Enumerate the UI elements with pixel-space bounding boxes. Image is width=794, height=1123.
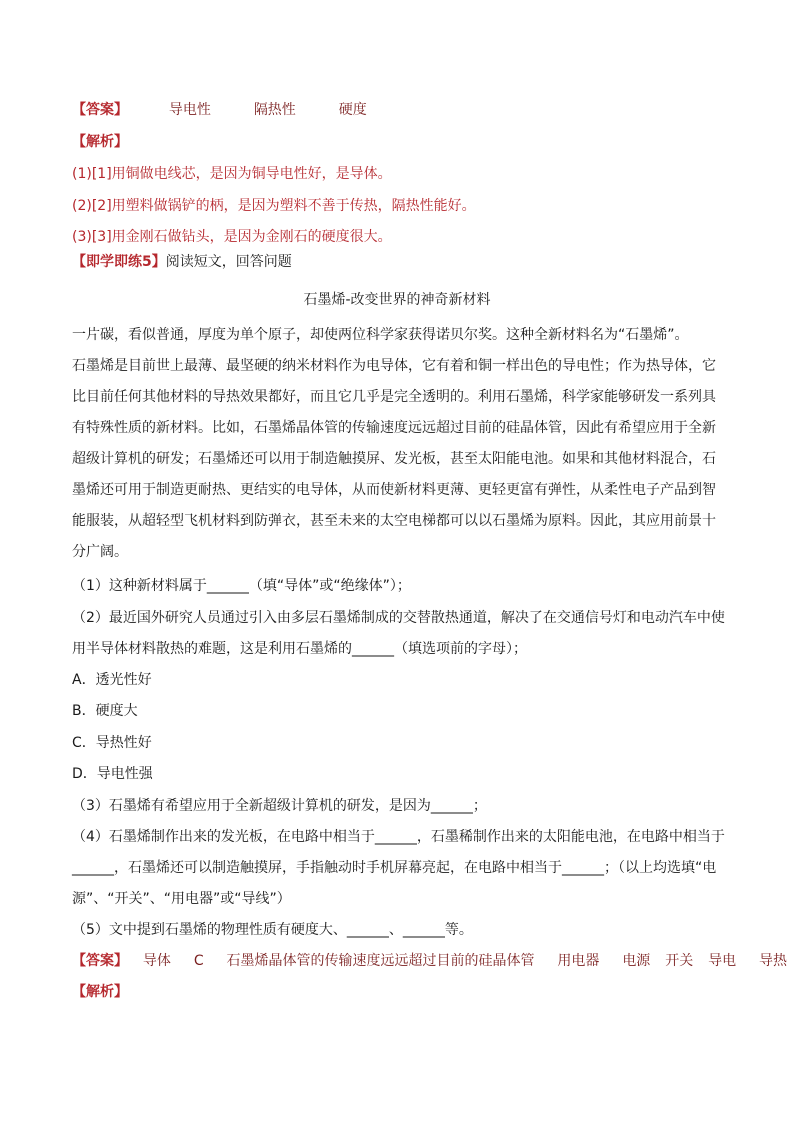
answer-line-1 — [72, 100, 724, 120]
answer-item: 开关 — [665, 953, 694, 969]
analysis-heading-2: 【解析】 — [72, 984, 128, 1000]
article-paragraph: 一片碳，看似普通，厚度为单个原子，却使两位科学家获得诺贝尔奖。这种全新材料名为“石墨烯”。 — [72, 327, 689, 343]
article-paragraph: 石墨烯是目前世上最薄、最坚硬的纳米材料作为电导体，它有着和铜一样出色的导电性；作为热导体，它 — [72, 358, 716, 374]
question-4-line: （4）石墨烯制作出来的发光板，在电路中相当于______，石墨稀制作出来的太阳能电池，在电路中相当于 — [72, 829, 725, 845]
exercise-tag: 【即学即练5】 — [72, 254, 166, 270]
answer-item: 导电性 — [168, 102, 211, 118]
article-paragraph: 能服装，从超轻型飞机材料到防弹衣，甚至未来的太空电梯都可以以石墨烯为原料。因此，其应用前景十 — [72, 513, 716, 529]
article-paragraph: 超级计算机的研发；石墨烯还可以用于制造触摸屏、发光板，甚至太阳能电池。如果和其他材料混合，石 — [72, 451, 716, 467]
answer-item: 硬度 — [338, 102, 367, 118]
option-d: D．导电性强 — [72, 766, 153, 782]
answer-item: 电源 — [622, 953, 651, 969]
answer-item: 石墨烯晶体管的传输速度远远超过目前的硅晶体管 — [226, 953, 535, 969]
analysis-line: (3)[3]用金刚石做钻头，是因为金刚石的硬度很大。 — [72, 229, 392, 245]
answer-item: 隔热性 — [253, 102, 296, 118]
article-paragraph: 比目前任何其他材料的导热效果都好，而且它几乎是完全透明的。利用石墨烯，科学家能够研发一系列具 — [72, 389, 716, 405]
answer-item: 用电器 — [557, 953, 600, 969]
exercise-header — [72, 252, 724, 272]
article-paragraph: 分广阔。 — [72, 544, 128, 560]
option-c: C．导热性好 — [72, 735, 152, 751]
question-4-line: 源”、“开关”、“用电器”或“导线”） — [72, 891, 291, 907]
answer-item: 导热 — [759, 953, 788, 969]
article-paragraph: 墨烯还可用于制造更耐热、更结实的电导体，从而使新材料更薄、更轻更富有弹性，从柔性电子产品到智 — [72, 482, 716, 498]
answer-item: 导体 — [142, 953, 171, 969]
question-1: （1）这种新材料属于______（填“导体”或“绝缘体”）； — [72, 578, 411, 594]
answer-item: C — [193, 953, 204, 969]
question-2-line: 用半导体材料散热的难题，这是利用石墨烯的______（填选项前的字母）； — [72, 641, 527, 657]
answer-item: 导电 — [708, 953, 737, 969]
question-3: （3）石墨烯有希望应用于全新超级计算机的研发，是因为______； — [72, 798, 487, 814]
question-5: （5）文中提到石墨烯的物理性质有硬度大、______、______等。 — [72, 922, 473, 938]
analysis-heading-1: 【解析】 — [72, 134, 128, 150]
option-a: A．透光性好 — [72, 672, 152, 688]
analysis-line: (2)[2]用塑料做锅铲的柄，是因为塑料不善于传热，隔热性能好。 — [72, 198, 476, 214]
article-title: 石墨烯-改变世界的神奇新材料 — [303, 292, 491, 308]
answer-line-2 — [72, 951, 788, 971]
analysis-line: (1)[1]用铜做电线芯，是因为铜导电性好，是导体。 — [72, 166, 392, 182]
answer-tag: 【答案】 — [72, 102, 128, 118]
exercise-instruction: 阅读短文，回答问题 — [165, 254, 292, 270]
article-paragraph: 有特殊性质的新材料。比如，石墨烯晶体管的传输速度远远超过目前的硅晶体管，因此有希望应用于全新 — [72, 420, 716, 436]
question-2-line: （2）最近国外研究人员通过引入由多层石墨烯制成的交替散热通道，解决了在交通信号灯和电动汽车中使 — [72, 610, 725, 626]
question-4-line: ______，石墨烯还可以制造触摸屏，手指触动时手机屏幕亮起，在电路中相当于______；（以上均选填“电 — [72, 860, 717, 876]
option-b: B．硬度大 — [72, 703, 138, 719]
answer-tag: 【答案】 — [72, 953, 128, 969]
